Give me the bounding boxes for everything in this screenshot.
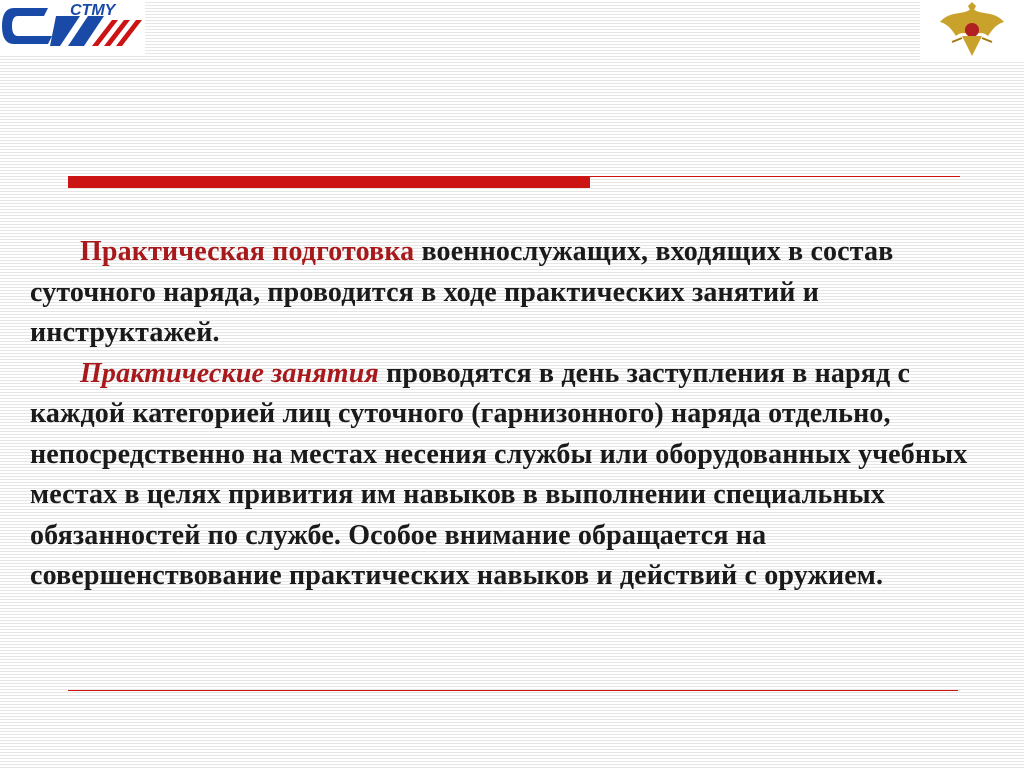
- paragraph-practical-lessons: [30, 354, 980, 597]
- double-headed-eagle-emblem-icon: [920, 0, 1024, 62]
- logo-text: CTMY: [70, 2, 116, 19]
- paragraph-2-text: проводятся в день заступления в наряд с каждой категорией лиц суточного (гарнизонного) наряда отдельно, непосредственно на местах несения службы или оборудованных учебных местах в целях привития им навыков в выполнении специальных обязанностей по службе. Особое внимание обращается на совершенствование практических навыков и действий с оружием.: [30, 357, 968, 591]
- header-red-bar: [68, 176, 590, 188]
- header-red-line: [590, 176, 960, 177]
- paragraph-practical-training: [30, 232, 980, 354]
- footer-red-line: [68, 690, 958, 691]
- term-practical-training: Практическая подготовка: [80, 236, 415, 267]
- body-text: [30, 232, 980, 597]
- term-practical-lessons: Практические занятия: [80, 357, 379, 389]
- logo-ctmy: [0, 0, 145, 55]
- paragraph-1-text: военнослужащих, входящих в состав суточного наряда, проводится в ходе практических занятий и инструктажей.: [30, 236, 894, 348]
